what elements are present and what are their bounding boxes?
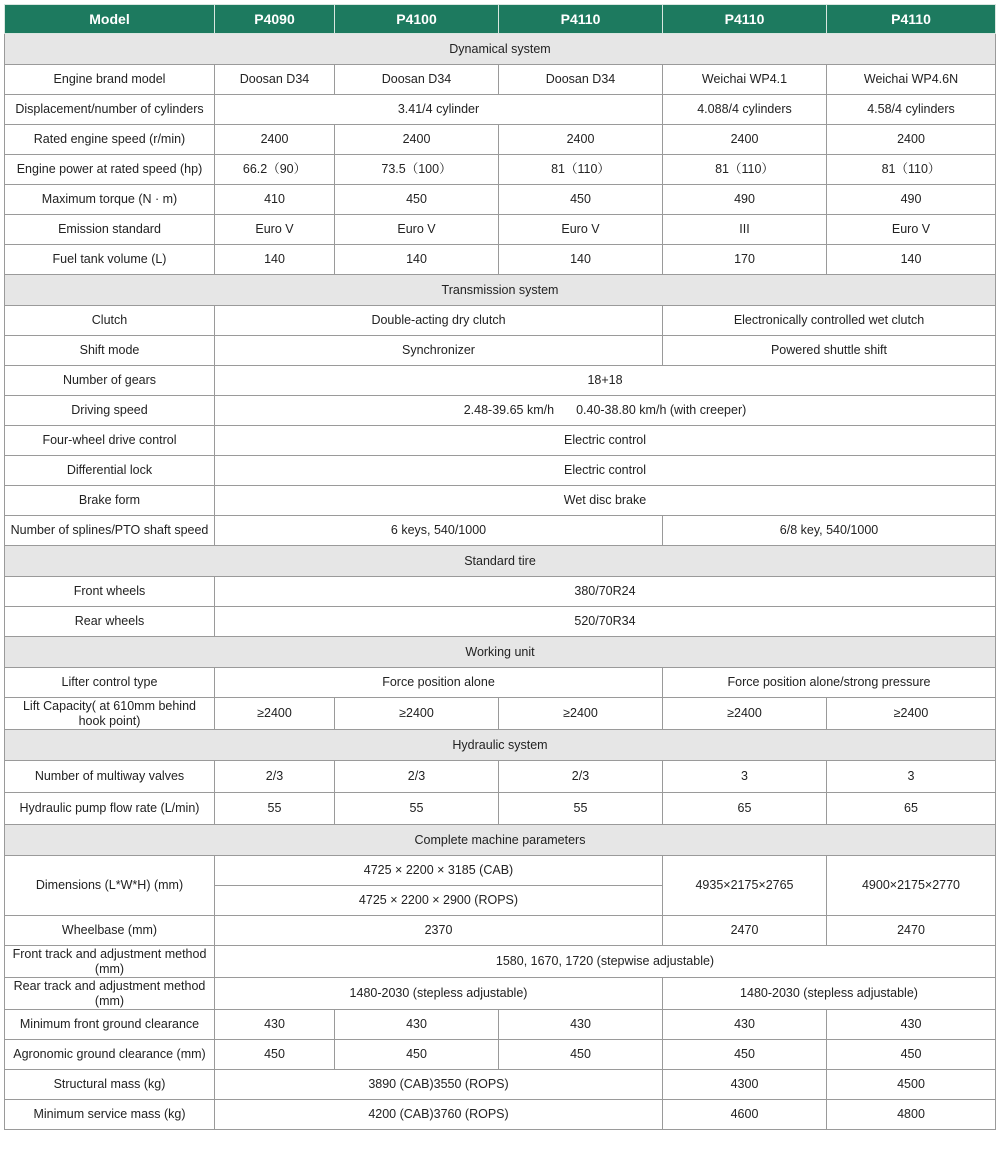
cell: 81（110） [499, 155, 663, 185]
cell: 2400 [499, 125, 663, 155]
spec-table [4, 4, 996, 1130]
cell: 2/3 [499, 761, 663, 793]
cell: 3 [663, 761, 827, 793]
cell: 450 [335, 1040, 499, 1070]
cell: 4.58/4 cylinders [827, 95, 996, 125]
cell: 73.5（100） [335, 155, 499, 185]
cell: 55 [215, 793, 335, 825]
cell: 4200 (CAB)3760 (ROPS) [215, 1100, 663, 1130]
speed-range: 2.48-39.65 km/h [463, 403, 555, 417]
table-row [5, 486, 996, 516]
row-label: Differential lock [5, 456, 215, 486]
cell: ≥2400 [335, 698, 499, 730]
row-label: Lift Capacity( at 610mm behind hook point) [5, 698, 215, 730]
cell: 430 [335, 1010, 499, 1040]
row-label: Emission standard [5, 215, 215, 245]
header-p4110: P4110 [827, 5, 996, 34]
row-label: Clutch [5, 306, 215, 336]
cell: Force position alone [215, 668, 663, 698]
table-row [5, 856, 996, 886]
cell: 520/70R34 [215, 607, 996, 637]
cell: Weichai WP4.6N [827, 65, 996, 95]
cell: Electronically controlled wet clutch [663, 306, 996, 336]
cell: 2370 [215, 916, 663, 946]
cell: 140 [215, 245, 335, 275]
cell: 2400 [215, 125, 335, 155]
table-row [5, 245, 996, 275]
cell: 2/3 [335, 761, 499, 793]
table-row [5, 306, 996, 336]
table-row [5, 456, 996, 486]
section-hydraulic: Hydraulic system [5, 730, 996, 761]
table-row [5, 761, 996, 793]
cell: ≥2400 [499, 698, 663, 730]
cell: 6/8 key, 540/1000 [663, 516, 996, 546]
section-tire: Standard tire [5, 546, 996, 577]
cell: Euro V [499, 215, 663, 245]
cell: 81（110） [827, 155, 996, 185]
section-working: Working unit [5, 637, 996, 668]
row-label: Minimum service mass (kg) [5, 1100, 215, 1130]
cell: 450 [499, 1040, 663, 1070]
table-row [5, 366, 996, 396]
row-label: Number of multiway valves [5, 761, 215, 793]
table-row [5, 1070, 996, 1100]
cell: 2400 [827, 125, 996, 155]
cell: 3 [827, 761, 996, 793]
header-row [5, 5, 996, 34]
cell: 4900×2175×2770 [827, 856, 996, 916]
row-label: Rear wheels [5, 607, 215, 637]
cell: 140 [827, 245, 996, 275]
section-dynamical: Dynamical system [5, 34, 996, 65]
cell: 430 [215, 1010, 335, 1040]
cell: 81（110） [663, 155, 827, 185]
cell [215, 396, 996, 426]
table-row [5, 668, 996, 698]
row-label: Structural mass (kg) [5, 1070, 215, 1100]
cell: Euro V [335, 215, 499, 245]
cell: 450 [663, 1040, 827, 1070]
cell: 3890 (CAB)3550 (ROPS) [215, 1070, 663, 1100]
cell: Double-acting dry clutch [215, 306, 663, 336]
cell: 55 [335, 793, 499, 825]
cell: 430 [499, 1010, 663, 1040]
cell: 4500 [827, 1070, 996, 1100]
cell: 380/70R24 [215, 577, 996, 607]
cell: Doosan D34 [335, 65, 499, 95]
row-label: Minimum front ground clearance [5, 1010, 215, 1040]
row-label: Agronomic ground clearance (mm) [5, 1040, 215, 1070]
row-label: Front wheels [5, 577, 215, 607]
row-label: Number of gears [5, 366, 215, 396]
row-label: Number of splines/PTO shaft speed [5, 516, 215, 546]
cell: 140 [499, 245, 663, 275]
table-row [5, 577, 996, 607]
table-row [5, 946, 996, 978]
cell: 6 keys, 540/1000 [215, 516, 663, 546]
row-label: Driving speed [5, 396, 215, 426]
cell: 450 [827, 1040, 996, 1070]
table-row [5, 607, 996, 637]
table-row [5, 426, 996, 456]
header-p4100: P4100 [335, 5, 499, 34]
table-row [5, 1010, 996, 1040]
cell: Electric control [215, 456, 996, 486]
speed-range-creeper: 0.40-38.80 km/h (with creeper) [576, 403, 747, 417]
table-row [5, 336, 996, 366]
section-transmission: Transmission system [5, 275, 996, 306]
cell: 1480-2030 (stepless adjustable) [663, 978, 996, 1010]
cell: 65 [827, 793, 996, 825]
cell: 4725 × 2200 × 3185 (CAB) [215, 856, 663, 886]
cell: 490 [827, 185, 996, 215]
cell: Force position alone/strong pressure [663, 668, 996, 698]
table-row [5, 185, 996, 215]
header-p4110: P4110 [663, 5, 827, 34]
row-label: Front track and adjustment method (mm) [5, 946, 215, 978]
cell: 1580, 1670, 1720 (stepwise adjustable) [215, 946, 996, 978]
cell: 140 [335, 245, 499, 275]
cell: Euro V [215, 215, 335, 245]
cell: 55 [499, 793, 663, 825]
row-label: Four-wheel drive control [5, 426, 215, 456]
row-label: Lifter control type [5, 668, 215, 698]
table-row [5, 215, 996, 245]
cell: Synchronizer [215, 336, 663, 366]
cell: 2/3 [215, 761, 335, 793]
cell: ≥2400 [663, 698, 827, 730]
cell: 430 [827, 1010, 996, 1040]
cell: III [663, 215, 827, 245]
row-label: Engine power at rated speed (hp) [5, 155, 215, 185]
table-row [5, 125, 996, 155]
header-model: Model [5, 5, 215, 34]
cell: Doosan D34 [499, 65, 663, 95]
row-label: Rear track and adjustment method (mm) [5, 978, 215, 1010]
header-p4110: P4110 [499, 5, 663, 34]
cell: Wet disc brake [215, 486, 996, 516]
table-row [5, 793, 996, 825]
row-label: Displacement/number of cylinders [5, 95, 215, 125]
cell: Electric control [215, 426, 996, 456]
cell: 450 [499, 185, 663, 215]
table-row [5, 516, 996, 546]
cell: 450 [335, 185, 499, 215]
cell: 2400 [663, 125, 827, 155]
table-row [5, 396, 996, 426]
table-row [5, 978, 996, 1010]
table-row [5, 1100, 996, 1130]
section-machine: Complete machine parameters [5, 825, 996, 856]
cell: 3.41/4 cylinder [215, 95, 663, 125]
row-label: Hydraulic pump flow rate (L/min) [5, 793, 215, 825]
cell: 18+18 [215, 366, 996, 396]
cell: 4.088/4 cylinders [663, 95, 827, 125]
cell: 170 [663, 245, 827, 275]
cell: Euro V [827, 215, 996, 245]
table-row [5, 65, 996, 95]
cell: Powered shuttle shift [663, 336, 996, 366]
cell: 4300 [663, 1070, 827, 1100]
cell: 2400 [335, 125, 499, 155]
cell: 4600 [663, 1100, 827, 1130]
cell: 450 [215, 1040, 335, 1070]
cell: 2470 [827, 916, 996, 946]
cell: 4800 [827, 1100, 996, 1130]
cell: Doosan D34 [215, 65, 335, 95]
row-label: Wheelbase (mm) [5, 916, 215, 946]
table-row [5, 155, 996, 185]
table-row [5, 95, 996, 125]
header-p4090: P4090 [215, 5, 335, 34]
cell: Weichai WP4.1 [663, 65, 827, 95]
cell: ≥2400 [215, 698, 335, 730]
row-label: Brake form [5, 486, 215, 516]
cell: 430 [663, 1010, 827, 1040]
cell: 4725 × 2200 × 2900 (ROPS) [215, 886, 663, 916]
row-label: Shift mode [5, 336, 215, 366]
row-label: Maximum torque (N · m) [5, 185, 215, 215]
table-row [5, 1040, 996, 1070]
cell: 490 [663, 185, 827, 215]
row-label: Dimensions (L*W*H) (mm) [5, 856, 215, 916]
cell: 65 [663, 793, 827, 825]
cell: 66.2（90） [215, 155, 335, 185]
table-row [5, 916, 996, 946]
cell: ≥2400 [827, 698, 996, 730]
row-label: Engine brand model [5, 65, 215, 95]
cell: 1480-2030 (stepless adjustable) [215, 978, 663, 1010]
row-label: Rated engine speed (r/min) [5, 125, 215, 155]
cell: 410 [215, 185, 335, 215]
table-row [5, 698, 996, 730]
row-label: Fuel tank volume (L) [5, 245, 215, 275]
cell: 4935×2175×2765 [663, 856, 827, 916]
cell: 2470 [663, 916, 827, 946]
